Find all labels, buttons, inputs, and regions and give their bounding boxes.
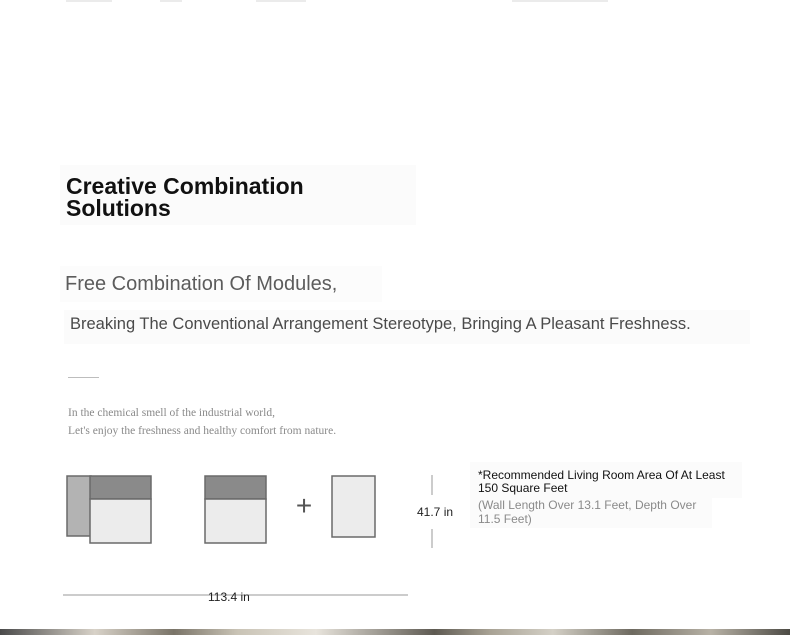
room-size-detail: (Wall Length Over 13.1 Feet, Depth Over 11.5 Feet)	[478, 498, 697, 526]
bottom-photo-strip	[0, 629, 790, 635]
module-layout-diagram	[60, 462, 450, 602]
top-partial-strip	[0, 0, 790, 6]
single-module-seat	[205, 499, 266, 543]
plus-sign: +	[295, 490, 313, 521]
height-dimension-label: 41.7 in	[417, 505, 454, 519]
single-module-top	[205, 476, 266, 499]
description-line: In the chemical smell of the industrial world,	[68, 407, 275, 419]
subtitle-1: Free Combination Of Modules,	[65, 273, 338, 295]
description	[68, 404, 336, 440]
section-title: Creative Combination Solutions	[66, 173, 304, 221]
combo-module-top	[90, 476, 151, 499]
side-module-icon	[67, 476, 91, 536]
decorative-divider	[68, 377, 99, 378]
room-area-recommendation: *Recommended Living Room Area Of At Least 150 Square Feet	[478, 468, 725, 495]
width-dimension-label: 113.4 in	[208, 590, 250, 604]
subtitle-2: Breaking The Conventional Arrangement Stereotype, Bringing A Pleasant Freshness.	[70, 315, 691, 333]
combo-module-seat	[90, 499, 151, 543]
ottoman-module-icon	[332, 476, 375, 537]
description-line: Let's enjoy the freshness and healthy comfort from nature.	[68, 425, 337, 437]
